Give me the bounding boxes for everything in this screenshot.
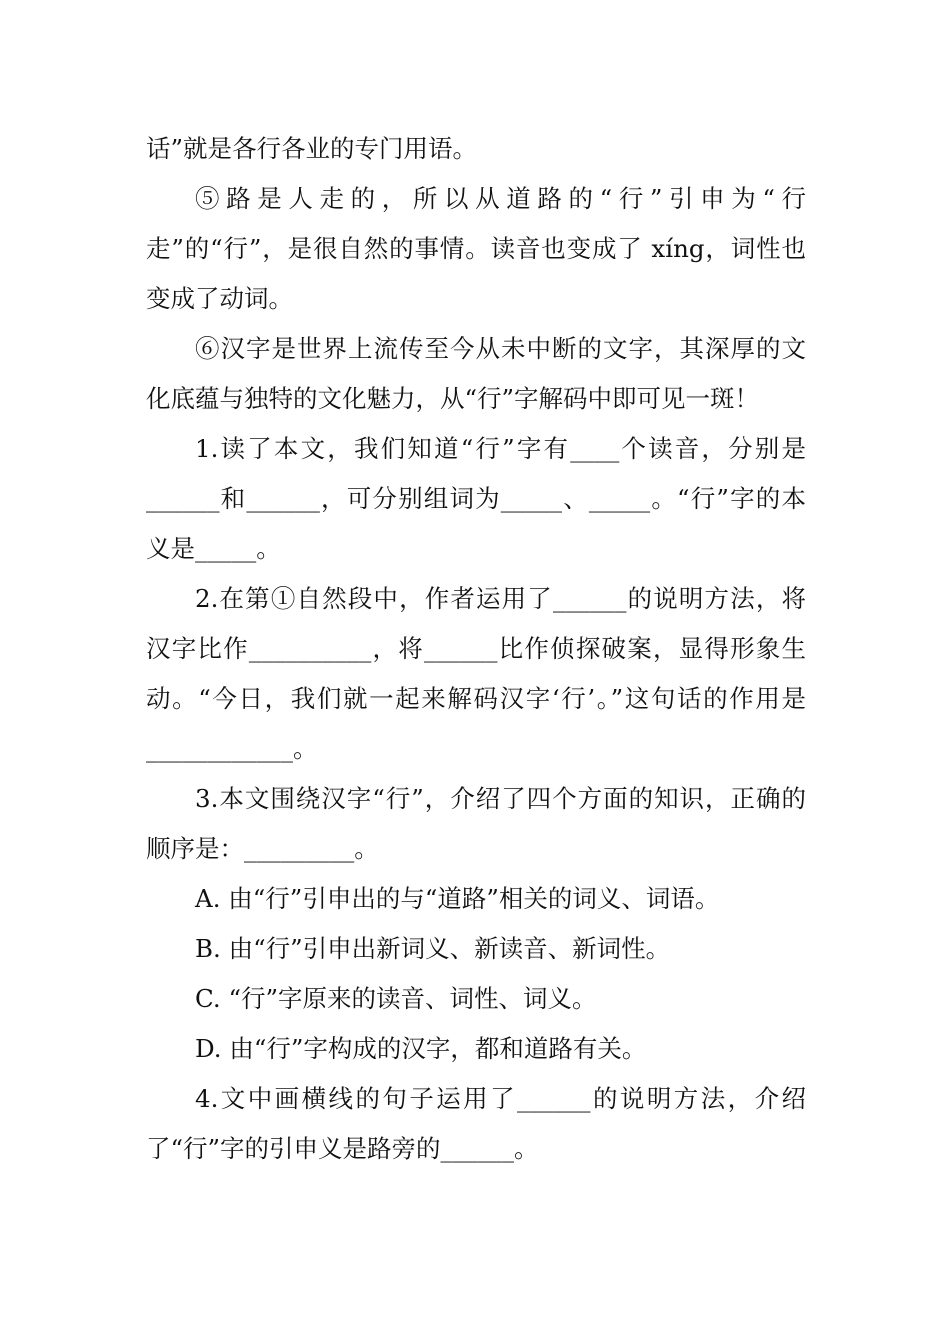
question-1: 1.读了本文，我们知道“行”字有____个读音，分别是______和______，可分别组词为_____、_____。“行”字的本义是_____。 — [146, 434, 806, 563]
option-a: A. 由“行”引申出的与“道路”相关的词义、词语。 — [195, 884, 720, 913]
paragraph-6: ⑥汉字是世界上流传至今从未中断的文字，其深厚的文化底蕴与独特的文化魅力，从“行”字解码中即可见一斑！ — [146, 334, 806, 413]
question-4: 4.文中画横线的句子运用了______的说明方法，介绍了“行”字的引申义是路旁的______。 — [146, 1084, 806, 1163]
document-page — [146, 124, 806, 1174]
option-c: C. “行”字原来的读音、词性、词义。 — [195, 984, 597, 1013]
question-2: 2.在第①自然段中，作者运用了______的说明方法，将汉字比作__________，将______比作侦探破案，显得形象生动。“今日，我们就一起来解码汉字‘行’。”这句话的作用是____________。 — [146, 584, 806, 763]
question-3: 3.本文围绕汉字“行”，介绍了四个方面的知识，正确的顺序是：_________。 — [146, 784, 806, 863]
option-d: D. 由“行”字构成的汉字，都和道路有关。 — [195, 1034, 647, 1063]
option-b: B. 由“行”引申出新词义、新读音、新词性。 — [195, 934, 671, 963]
paragraph-continuation: 话”就是各行各业的专门用语。 — [146, 134, 478, 163]
paragraph-5: ⑤路是人走的，所以从道路的“行”引申为“行走”的“行”，是很自然的事情。读音也变成了 xíng，词性也变成了动词。 — [146, 184, 806, 313]
